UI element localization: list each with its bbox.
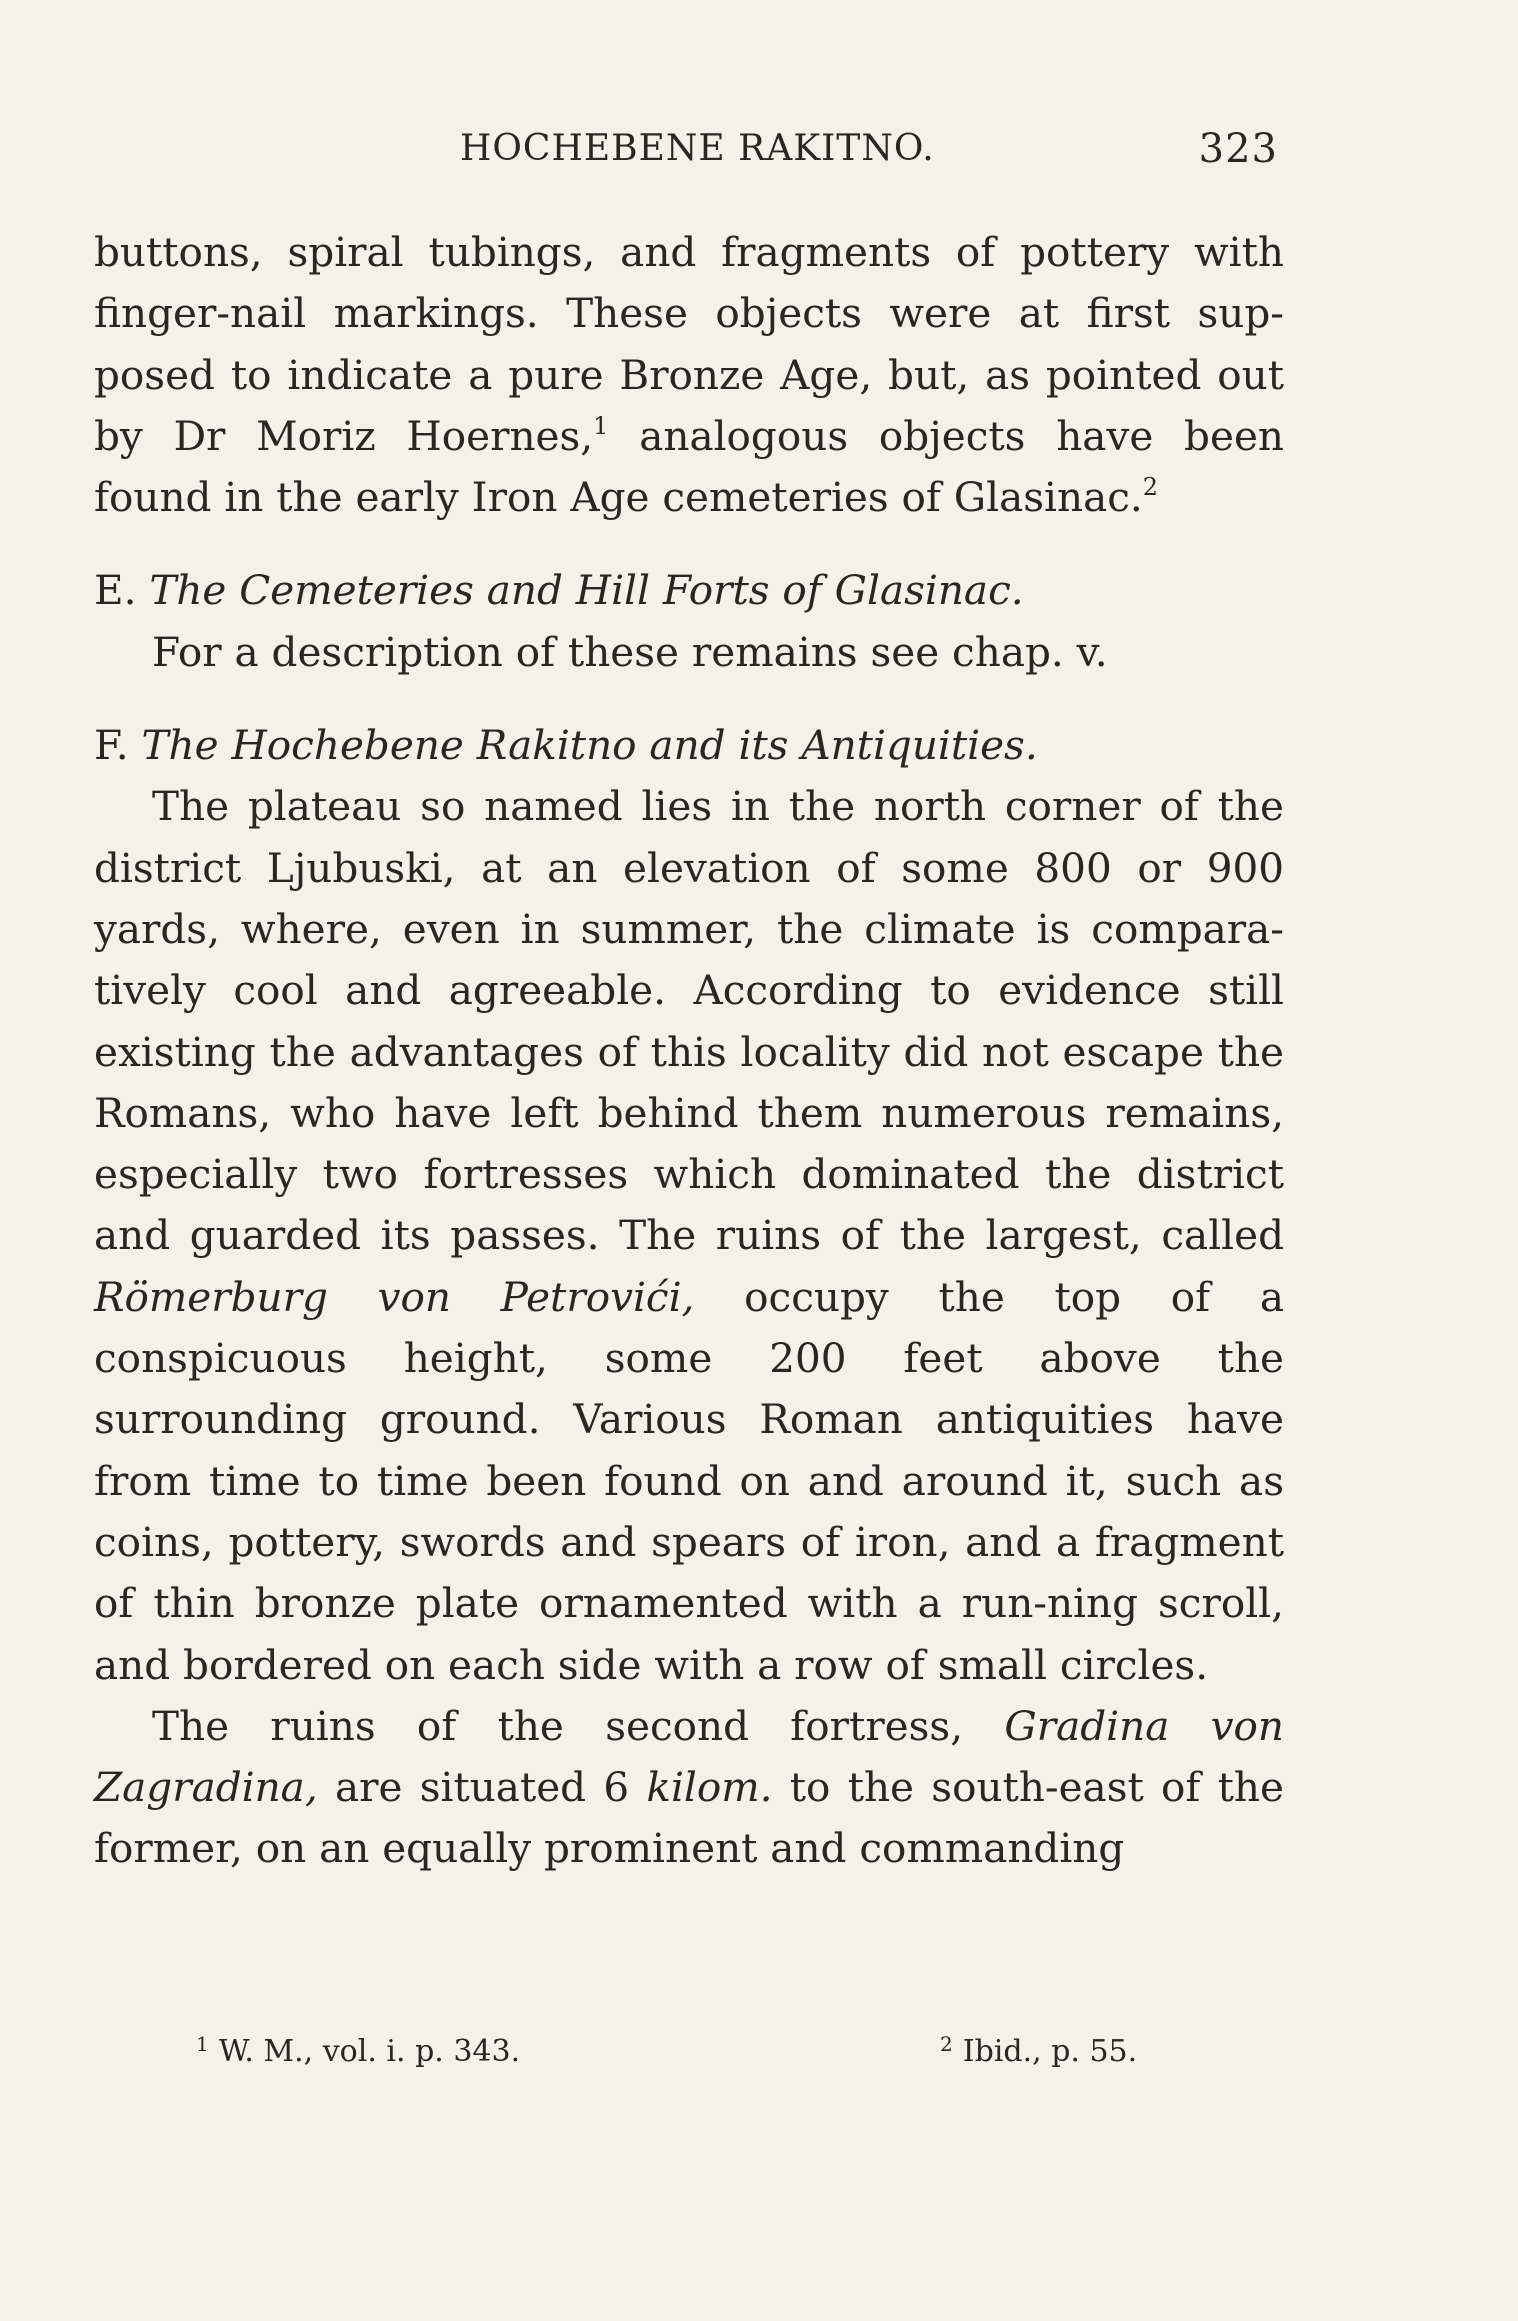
footnote-text: W. M., vol. i. p. 343.	[218, 2034, 521, 2069]
running-head-title: HOCHEBENE RAKITNO.	[460, 128, 935, 169]
paragraph-text: The plateau so named lies in the north corner of the district Ljubuski, at an elevation of some 800 or 900 yards, where, even in summer, the climate is compara-tively cool and agreeable. According to evidence still existing the advantages of this locality did not escape the Romans, who have left behind them numerous remains, especially two fortresses which dominated the district and guarded its passes. The ruins of the largest, called	[94, 782, 1284, 1260]
section-heading-f	[94, 715, 1284, 776]
italic-place-name: Römerburg von Petrovići,	[94, 1272, 695, 1321]
section-label: E.	[94, 566, 150, 615]
paragraph-text: The ruins of the second fortress,	[152, 1701, 1005, 1750]
paragraph-text: For a description of these remains see chap. v.	[152, 627, 1108, 676]
footnote-2	[940, 2034, 1137, 2069]
footnote-ref-1[interactable]: 1	[593, 411, 609, 440]
footnote-mark: 1	[196, 2032, 209, 2056]
paragraph-text: analogous objects have been found in the early Iron Age cemeteries of Glasinac.	[94, 411, 1284, 522]
footnote-ref-2[interactable]: 2	[1142, 473, 1159, 502]
section-heading-e	[94, 560, 1284, 621]
section-title: The Hochebene Rakitno and its Antiquities.	[141, 721, 1038, 770]
section-spacer	[94, 528, 1284, 560]
paragraph-plateau	[94, 776, 1284, 1695]
footnote-text: Ibid., p. 55.	[962, 2034, 1138, 2069]
paragraph-text: are situated 6	[317, 1763, 647, 1812]
page-number: 323	[1198, 126, 1278, 172]
footnote-1	[196, 2034, 520, 2069]
paragraph-second-fortress	[94, 1696, 1284, 1880]
footnote-mark: 2	[940, 2032, 953, 2056]
paragraph-text: occupy the top of a conspicuous height, some 200 feet above the surrounding ground. Various Roman antiquities have from time to time been found on and around it, such as coins, pottery, swords and spears of iron, and a fragment of thin bronze plate ornamented with a run-ning scroll, and bordered on each side with a row of small circles.	[94, 1272, 1284, 1689]
paragraph-text: buttons, spiral tubings, and fragments of pottery with finger-nail markings. These objects were at first sup-posed to indicate a pure Bronze Age, but, as pointed out by Dr Moriz Hoernes,	[94, 228, 1284, 460]
section-spacer	[94, 683, 1284, 715]
section-label: F.	[94, 721, 142, 770]
paragraph-section-e	[94, 622, 1284, 683]
paragraph-continuation	[94, 222, 1284, 528]
italic-unit: kilom.	[646, 1763, 773, 1812]
main-text	[94, 222, 1284, 1880]
section-title: The Cemeteries and Hill Forts of Glasinac.	[149, 566, 1024, 615]
paragraph-text: to the south-east of the former, on an equally prominent and commanding	[94, 1763, 1284, 1873]
italic-place-name: Gradina von Zagradina,	[94, 1701, 1284, 1812]
